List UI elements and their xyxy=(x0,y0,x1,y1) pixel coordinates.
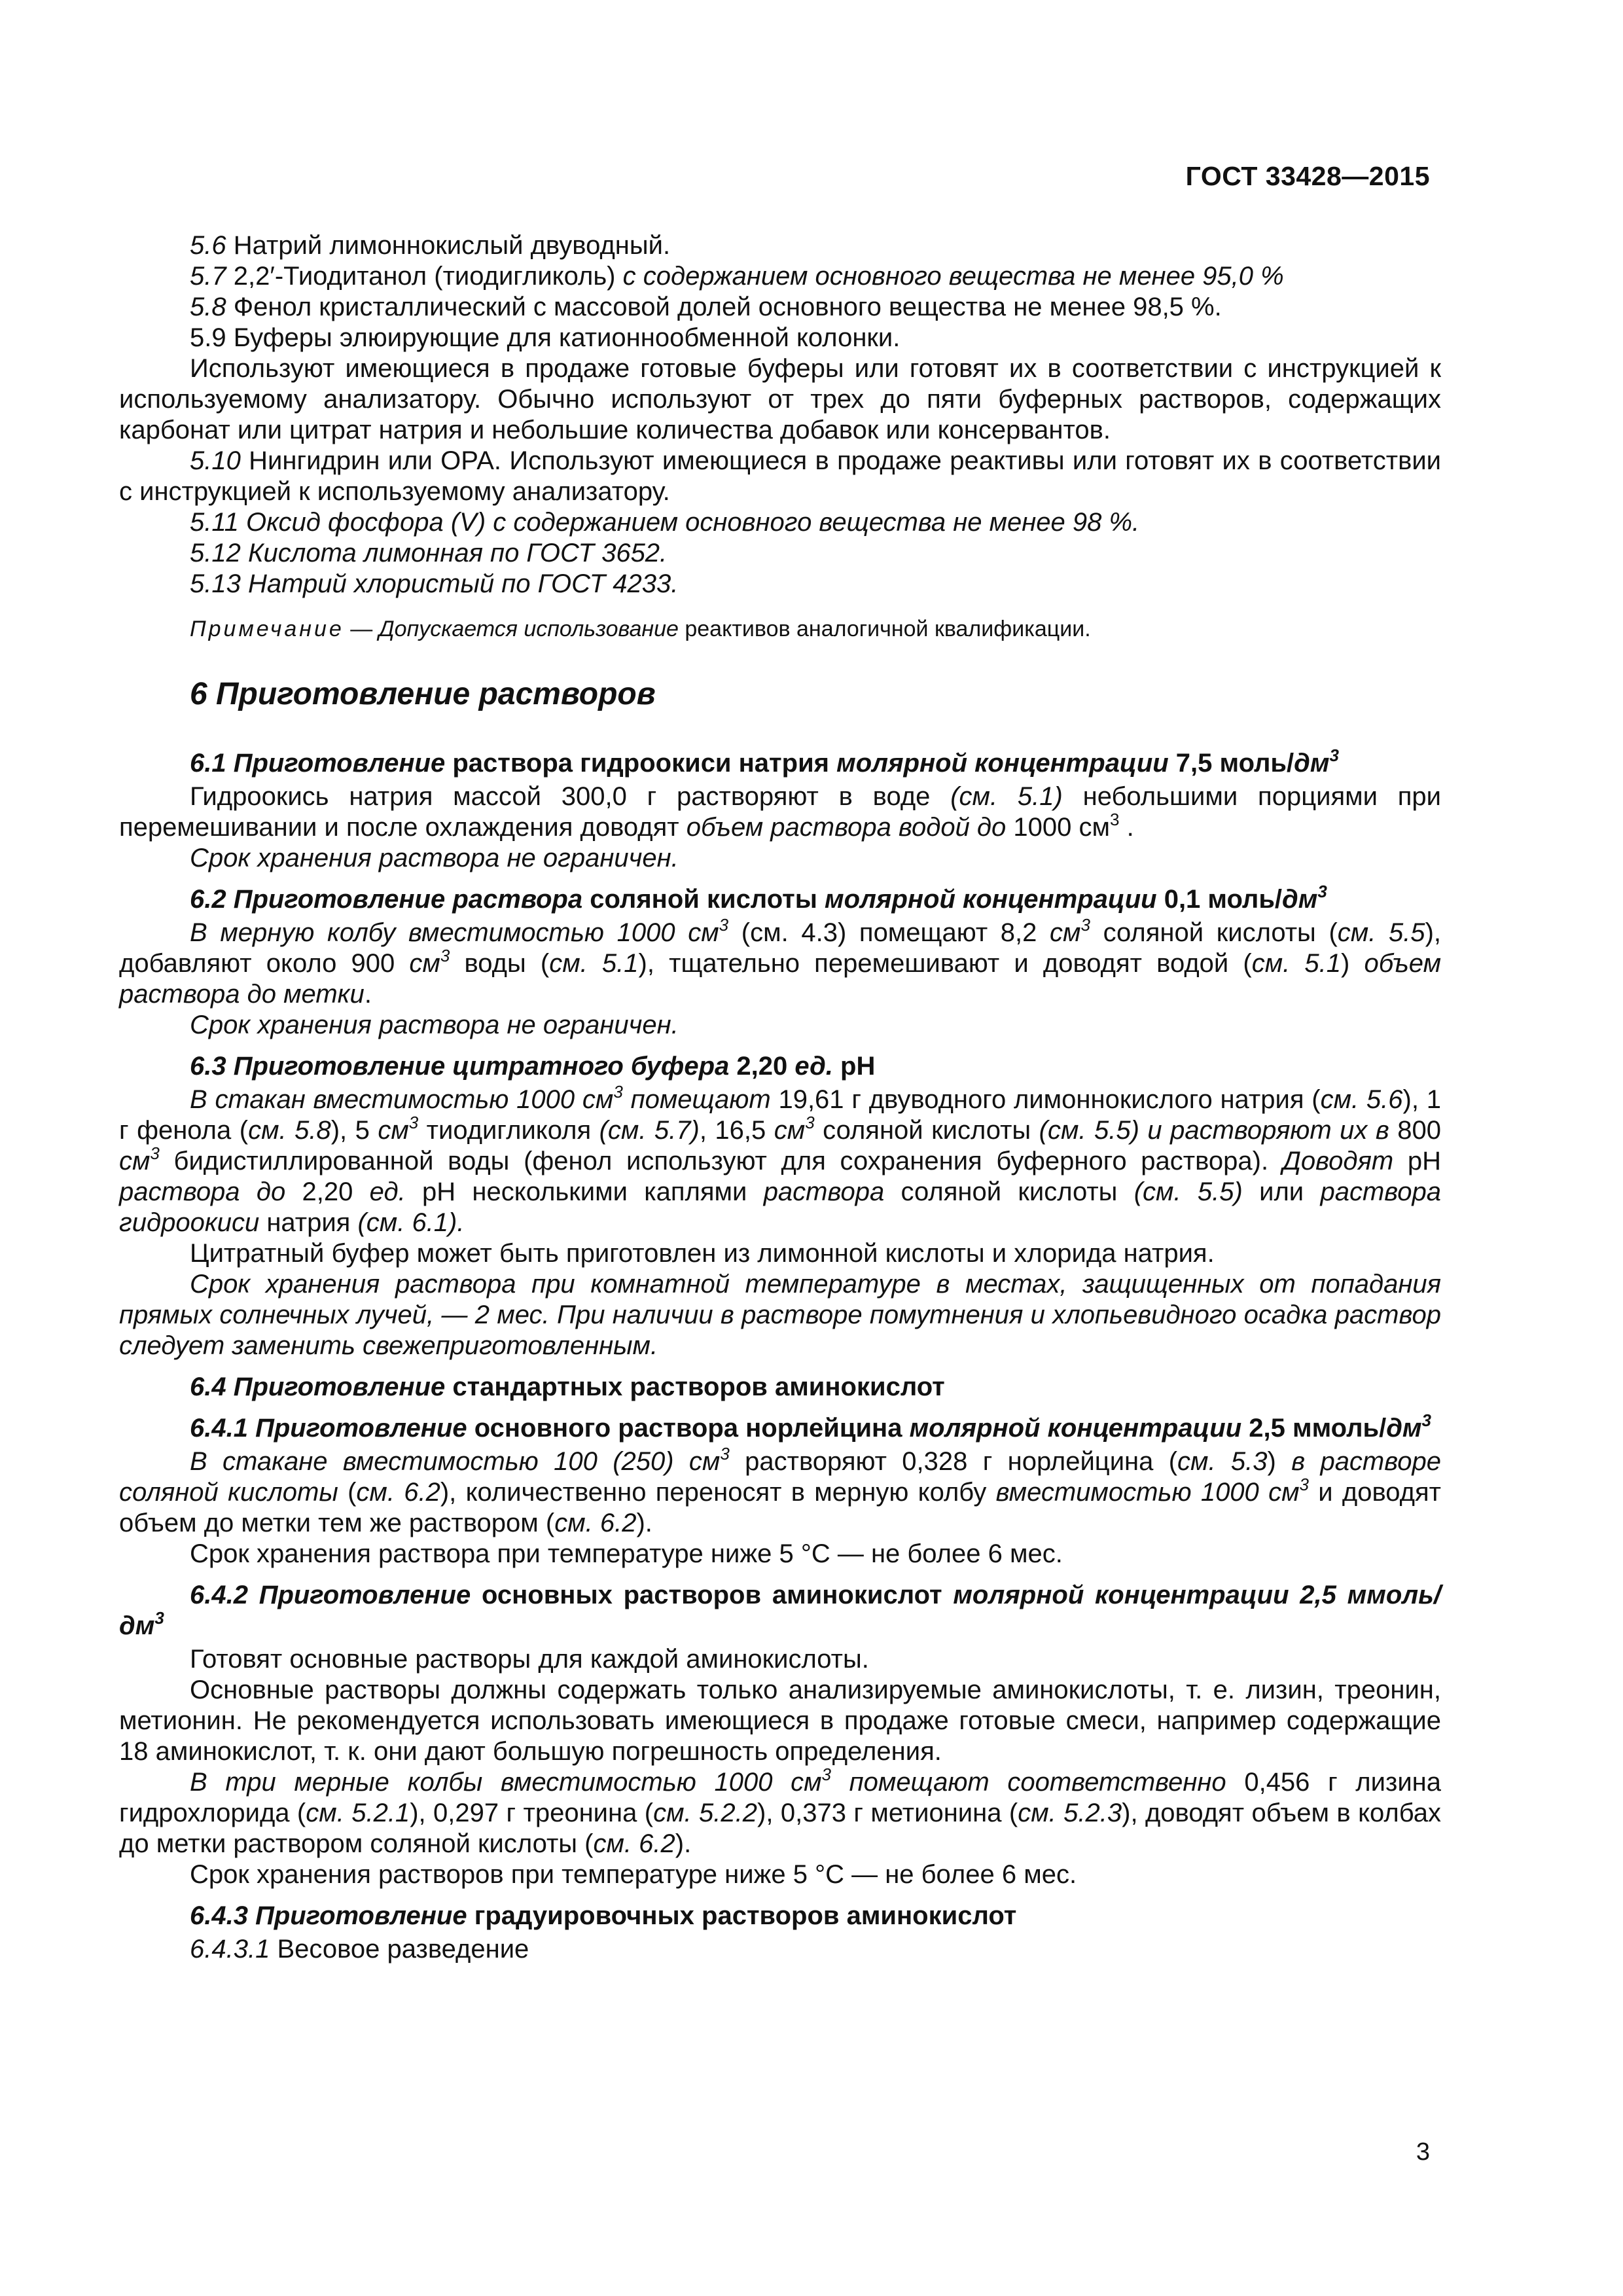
paragraph-6-4-2-b: Основные растворы должны содержать только анализируемые аминокислоты, т. е. лизин, треонин, метионин. Не рекомендуется использовать имеющиеся в продаже готовые смеси, например содержащие 18 аминокислот, т. к. они дают большую погрешность определения. xyxy=(119,1676,1441,1766)
page-content xyxy=(119,230,1441,1965)
item-5-6: 5.6 Натрий лимоннокислый двуводный. xyxy=(190,231,671,260)
paragraph-6-4-1-b: Срок хранения раствора при температуре ниже 5 °С — не более 6 мес. xyxy=(190,1539,1063,1568)
heading-6-2: 6.2 Приготовление раствора соляной кислоты молярной концентрации 0,1 моль/$дм^3$ xyxy=(190,881,1327,914)
section-6-title: 6 Приготовление растворов xyxy=(190,677,656,711)
item-5-10: 5.10 Нингидрин или ОРА. Используют имеющиеся в продаже реактивы или готовят их в соответствии с инструкцией к используемому анализатору. xyxy=(119,446,1441,506)
standard-header: ГОСТ 33428—2015 xyxy=(1185,161,1430,191)
paragraph-6-2-b: Срок хранения раствора не ограничен. xyxy=(190,1011,679,1039)
item-5-7: 5.7 2,2′-Тиодитанол (тиодигликоль) с содержанием основного вещества не менее 95,0 % xyxy=(190,262,1284,291)
item-5-13: 5.13 Натрий хлористый по ГОСТ 4233. xyxy=(190,569,679,598)
paragraph-6-4-2-c: В три мерные колбы вместимостью 1000 $см^3$ помещают соответственно 0,456 г лизина гидрохлорида (см. 5.2.1), 0,297 г треонина (см. 5.2.2), 0,373 г метионина (см. 5.2.3), доводят объем в колбах до метки раствором соляной кислоты (см. 6.2). xyxy=(119,1764,1442,1858)
item-5-12: 5.12 Кислота лимонная по ГОСТ 3652. xyxy=(190,539,668,567)
item-5-8: 5.8 Фенол кристаллический с массовой долей основного вещества не менее 98,5 %. xyxy=(190,293,1222,321)
paragraph-6-4-2-a: Готовят основные растворы для каждой аминокислоты. xyxy=(190,1645,869,1674)
paragraph-6-3-b: Цитратный буфер может быть приготовлен из лимонной кислоты и хлорида натрия. xyxy=(190,1239,1215,1268)
paragraph-6-3-a: В стакан вместимостью 1000 $см^3$ помещают 19,61 г двуводного лимоннокислого натрия (см. 5.6), 1 г фенола (см. 5.8), 5 $см^3$ тиодигликоля (см. 5.7), 16,5 $см^3$ соляной кислоты (см. 5.5) и растворяют их в 800 $см^3$ бидистиллированной воды (фенол используют для сохранения буферного раствора). Доводят pH раствора до 2,20 ед. pH несколькими каплями раствора соляной кислоты (см. 5.5) или раствора гидроокиси натрия (см. 6.1). xyxy=(119,1081,1442,1237)
note: Примечание — Допускается использование реактивов аналогичной квалификации. xyxy=(190,617,1091,641)
heading-6-4-3: 6.4.3 Приготовление градуировочных растворов аминокислот xyxy=(190,1901,1017,1930)
heading-6-3: 6.3 Приготовление цитратного буфера 2,20 ед. pH xyxy=(190,1052,876,1081)
paragraph-6-3-c: Срок хранения раствора при комнатной температуре в местах, защищенных от попадания прямых солнечных лучей, — 2 мес. При наличии в растворе помутнения и хлопьевидного осадка раствор следует заменить свежеприготовленным. xyxy=(119,1270,1441,1360)
note-label: Примечание xyxy=(190,617,344,641)
page-number: 3 xyxy=(1416,2138,1430,2166)
paragraph-6-1-b: Срок хранения раствора не ограничен. xyxy=(190,844,679,872)
paragraph-6-1-a: Гидроокись натрия массой 300,0 г растворяют в воде (см. 5.1) небольшими порциями при перемешивании и после охлаждения доводят объем раствора водой до 1000 $см^3$ . xyxy=(119,782,1442,842)
heading-6-4: 6.4 Приготовление стандартных растворов аминокислот xyxy=(190,1372,945,1401)
paragraph-5-9: Используют имеющиеся в продаже готовые буферы или готовят их в соответствии с инструкцией к используемому анализатору. Обычно используют от трех до пяти буферных растворов, содержащих карбонат или цитрат натрия и небольшие количества добавок или консервантов. xyxy=(119,354,1441,444)
paragraph-6-4-1-a: В стакане вместимостью 100 (250) $см^3$ растворяют 0,328 г норлейцина (см. 5.3) в растворе соляной кислоты (см. 6.2), количественно переносят в мерную колбу вместимостью 1000 $см^3$ и доводят объем до метки тем же раствором (см. 6.2). xyxy=(119,1443,1441,1537)
heading-6-4-1: 6.4.1 Приготовление основного раствора норлейцина молярной концентрации 2,5 ммоль/$дм^3$ xyxy=(190,1410,1431,1443)
item-5-11: 5.11 Оксид фосфора (V) с содержанием основного вещества не менее 98 %. xyxy=(190,508,1140,537)
item-5-9: 5.9 Буферы элюирующие для катионнообменной колонки. xyxy=(190,323,901,352)
heading-6-1: 6.1 Приготовление раствора гидроокиси натрия молярной концентрации 7,5 моль/$дм^3$ xyxy=(190,745,1339,778)
heading-6-4-2: 6.4.2 Приготовление основных растворов аминокислот молярной концентрации 2,5 ммоль/$дм^3$ xyxy=(119,1581,1442,1640)
paragraph-6-4-2-d: Срок хранения растворов при температуре ниже 5 °С — не более 6 мес. xyxy=(190,1860,1077,1889)
item-6-4-3-1: 6.4.3.1 Весовое разведение xyxy=(190,1935,529,1964)
paragraph-6-2-a: В мерную колбу вместимостью 1000 $см^3$ (см. 4.3) помещают 8,2 $см^3$ соляной кислоты (см. 5.5), добавляют около 900 $см^3$ воды (см. 5.1), тщательно перемешивают и доводят водой (см. 5.1) объем раствора до метки. xyxy=(119,914,1442,1009)
